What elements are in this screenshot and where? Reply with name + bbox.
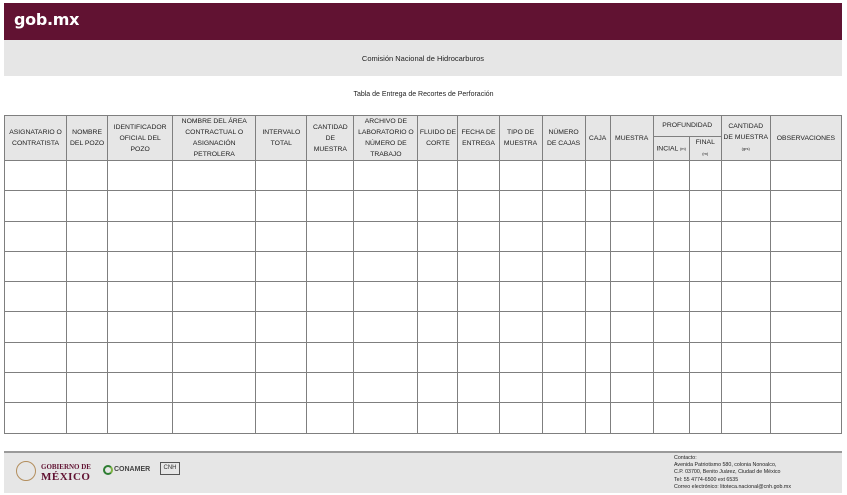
header-asignatario: ASIGNATARIO O CONTRATISTA <box>5 116 67 161</box>
header-caja: CAJA <box>585 116 610 161</box>
table-cell[interactable] <box>689 403 721 433</box>
header-cantidad: CANTIDAD DE MUESTRA <box>307 116 354 161</box>
table-cell[interactable] <box>610 221 653 251</box>
table-cell[interactable] <box>653 161 689 191</box>
table-cell[interactable] <box>653 191 689 221</box>
contact-block <box>674 455 791 491</box>
table-cell[interactable] <box>67 191 108 221</box>
table-cell[interactable] <box>770 373 841 403</box>
table-cell[interactable] <box>721 191 770 221</box>
header-cantidad-muestra-unit: (grs) <box>741 146 750 152</box>
table-cell[interactable] <box>653 312 689 342</box>
table-cell[interactable] <box>499 161 542 191</box>
table-row <box>5 251 842 281</box>
table-cell[interactable] <box>5 312 67 342</box>
table-cell[interactable] <box>173 161 256 191</box>
table-cell[interactable] <box>354 342 418 372</box>
table-cell[interactable] <box>354 403 418 433</box>
header-area-contractual: NOMBRE DEL ÁREA CONTRACTUAL O ASIGNACIÓN PETROLERA <box>173 116 256 161</box>
table-cell[interactable] <box>721 342 770 372</box>
table-row <box>5 221 842 251</box>
table-row <box>5 403 842 433</box>
table-cell[interactable] <box>108 282 173 312</box>
table-cell[interactable] <box>585 312 610 342</box>
table-cell[interactable] <box>307 373 354 403</box>
table-cell[interactable] <box>610 312 653 342</box>
header-numero-cajas: NÚMERO DE CAJAS <box>542 116 585 161</box>
header-fecha: FECHA DE ENTREGA <box>458 116 499 161</box>
table-cell[interactable] <box>5 373 67 403</box>
table-cell[interactable] <box>108 373 173 403</box>
table-cell[interactable] <box>307 312 354 342</box>
table-cell[interactable] <box>499 221 542 251</box>
table-cell[interactable] <box>770 312 841 342</box>
table-cell[interactable] <box>542 251 585 281</box>
header-inicial <box>653 136 689 160</box>
table-cell[interactable] <box>307 221 354 251</box>
table-cell[interactable] <box>689 282 721 312</box>
table-cell[interactable] <box>721 282 770 312</box>
table-cell[interactable] <box>173 251 256 281</box>
table-cell[interactable] <box>5 161 67 191</box>
table-row <box>5 191 842 221</box>
table-cell[interactable] <box>5 342 67 372</box>
table-cell[interactable] <box>418 373 458 403</box>
table-cell[interactable] <box>108 191 173 221</box>
table-cell[interactable] <box>585 221 610 251</box>
header-identificador: IDENTIFICADOR OFICIAL DEL POZO <box>108 116 173 161</box>
table-cell[interactable] <box>108 161 173 191</box>
table-cell[interactable] <box>610 342 653 372</box>
table-cell[interactable] <box>256 282 307 312</box>
table-cell[interactable] <box>67 342 108 372</box>
table-cell[interactable] <box>770 342 841 372</box>
top-bar <box>4 3 842 40</box>
table-cell[interactable] <box>108 403 173 433</box>
table-cell[interactable] <box>721 221 770 251</box>
table-cell[interactable] <box>542 312 585 342</box>
table-cell[interactable] <box>653 282 689 312</box>
table-cell[interactable] <box>770 161 841 191</box>
contact-label: Contacto: <box>674 455 697 461</box>
table-cell[interactable] <box>499 251 542 281</box>
table-cell[interactable] <box>256 251 307 281</box>
table-cell[interactable] <box>585 161 610 191</box>
table-cell[interactable] <box>256 312 307 342</box>
table-cell[interactable] <box>653 373 689 403</box>
table-cell[interactable] <box>458 282 499 312</box>
table-cell[interactable] <box>5 282 67 312</box>
table-cell[interactable] <box>499 342 542 372</box>
table-cell[interactable] <box>689 342 721 372</box>
table-row <box>5 282 842 312</box>
table-cell[interactable] <box>770 282 841 312</box>
agency-name: Comisión Nacional de Hidrocarburos <box>361 54 485 63</box>
table-cell[interactable] <box>173 403 256 433</box>
table-cell[interactable] <box>458 251 499 281</box>
header-final-unit: (m) <box>702 151 709 157</box>
table-row <box>5 373 842 403</box>
table-cell[interactable] <box>173 191 256 221</box>
table-cell[interactable] <box>653 342 689 372</box>
table-cell[interactable] <box>67 403 108 433</box>
header-profundidad: PROFUNDIDAD <box>653 116 721 137</box>
table-cell[interactable] <box>354 221 418 251</box>
table-cell[interactable] <box>108 342 173 372</box>
table-cell[interactable] <box>542 403 585 433</box>
table-cell[interactable] <box>418 161 458 191</box>
header-observaciones: OBSERVACIONES <box>770 116 841 161</box>
table-cell[interactable] <box>585 373 610 403</box>
table-cell[interactable] <box>499 191 542 221</box>
table-cell[interactable] <box>689 312 721 342</box>
table-cell[interactable] <box>458 373 499 403</box>
gobierno-logo-line2: MÉXICO <box>41 471 91 483</box>
table-cell[interactable] <box>67 221 108 251</box>
table-cell[interactable] <box>689 191 721 221</box>
table-cell[interactable] <box>67 251 108 281</box>
table-cell[interactable] <box>354 251 418 281</box>
table-cell[interactable] <box>307 403 354 433</box>
table-cell[interactable] <box>173 221 256 251</box>
table-cell[interactable] <box>256 221 307 251</box>
header-intervalo: INTERVALO TOTAL <box>256 116 307 161</box>
table-cell[interactable] <box>770 221 841 251</box>
table-cell[interactable] <box>585 251 610 281</box>
header-inicial-unit: (m) <box>679 145 686 151</box>
table-cell[interactable] <box>610 373 653 403</box>
table-cell[interactable] <box>173 373 256 403</box>
header-cantidad-muestra-label: CANTIDAD DE MUESTRA <box>723 123 769 142</box>
header-inicial-label: INCIAL <box>656 145 679 153</box>
header-nombre-pozo: NOMBRE DEL POZO <box>67 116 108 161</box>
seal-icon <box>16 461 36 481</box>
table-cell[interactable] <box>499 312 542 342</box>
table-cell[interactable] <box>721 312 770 342</box>
table-cell[interactable] <box>458 342 499 372</box>
table-cell[interactable] <box>108 312 173 342</box>
table-cell[interactable] <box>610 282 653 312</box>
table-cell[interactable] <box>256 342 307 372</box>
contact-address-line2: C.P. 03700, Benito Juárez, Ciudad de México <box>674 469 781 476</box>
table-cell[interactable] <box>721 251 770 281</box>
table-cell[interactable] <box>5 403 67 433</box>
table-cell[interactable] <box>354 312 418 342</box>
table-cell[interactable] <box>689 373 721 403</box>
conamer-icon <box>103 465 113 475</box>
table-cell[interactable] <box>653 251 689 281</box>
table-row <box>5 342 842 372</box>
gob-mx-logo[interactable]: gob.mx <box>14 10 80 29</box>
table-cell[interactable] <box>770 403 841 433</box>
table-cell[interactable] <box>418 342 458 372</box>
table-cell[interactable] <box>67 373 108 403</box>
delivery-table <box>4 115 842 434</box>
table-cell[interactable] <box>653 403 689 433</box>
header-final <box>689 136 721 160</box>
table-cell[interactable] <box>542 221 585 251</box>
table-cell[interactable] <box>307 251 354 281</box>
table-cell[interactable] <box>458 312 499 342</box>
table-cell[interactable] <box>499 373 542 403</box>
table-cell[interactable] <box>585 403 610 433</box>
table-cell[interactable] <box>418 312 458 342</box>
table-cell[interactable] <box>173 312 256 342</box>
gobierno-logo-line1: GOBIERNO DE <box>41 463 91 471</box>
table-cell[interactable] <box>585 282 610 312</box>
table-cell[interactable] <box>418 282 458 312</box>
table-cell[interactable] <box>256 403 307 433</box>
conamer-logo-text: CONAMER <box>114 466 151 473</box>
table-cell[interactable] <box>458 221 499 251</box>
table-cell[interactable] <box>458 161 499 191</box>
table-cell[interactable] <box>307 191 354 221</box>
table-cell[interactable] <box>770 191 841 221</box>
table-cell[interactable] <box>585 342 610 372</box>
table-cell[interactable] <box>721 403 770 433</box>
table-cell[interactable] <box>256 191 307 221</box>
table-cell[interactable] <box>173 342 256 372</box>
table-cell[interactable] <box>610 403 653 433</box>
table-cell[interactable] <box>418 403 458 433</box>
table-cell[interactable] <box>653 221 689 251</box>
table-cell[interactable] <box>108 251 173 281</box>
table-cell[interactable] <box>256 161 307 191</box>
table-cell[interactable] <box>689 221 721 251</box>
table-body <box>5 161 842 434</box>
agency-banner <box>4 40 842 76</box>
footer <box>4 451 842 493</box>
table-cell[interactable] <box>418 251 458 281</box>
table-cell[interactable] <box>5 191 67 221</box>
contact-email[interactable]: Correo electrónico: litoteca.nacional@cnh.gob.mx <box>674 483 791 490</box>
table-cell[interactable] <box>610 191 653 221</box>
table-cell[interactable] <box>542 282 585 312</box>
table-cell[interactable] <box>610 161 653 191</box>
table-cell[interactable] <box>256 373 307 403</box>
table-cell[interactable] <box>307 161 354 191</box>
table-cell[interactable] <box>173 282 256 312</box>
table-cell[interactable] <box>67 161 108 191</box>
table-cell[interactable] <box>770 251 841 281</box>
table-cell[interactable] <box>689 251 721 281</box>
table-cell[interactable] <box>307 282 354 312</box>
table-cell[interactable] <box>5 251 67 281</box>
table-row <box>5 312 842 342</box>
table-cell[interactable] <box>418 221 458 251</box>
table-cell[interactable] <box>542 191 585 221</box>
table-cell[interactable] <box>354 161 418 191</box>
header-cantidad-muestra <box>721 116 770 161</box>
table-cell[interactable] <box>610 251 653 281</box>
table-cell[interactable] <box>542 342 585 372</box>
contact-phone: Tel: 55 4774-6500 ext 6535 <box>674 476 739 483</box>
header-muestra: MUESTRA <box>610 116 653 161</box>
header-archivo: ARCHIVO DE LABORATORIO O NÚMERO DE TRABAJO <box>354 116 418 161</box>
table-cell[interactable] <box>542 161 585 191</box>
table-cell[interactable] <box>721 161 770 191</box>
table-cell[interactable] <box>721 373 770 403</box>
cnh-logo: CNH <box>160 462 180 475</box>
table-cell[interactable] <box>499 282 542 312</box>
table-cell[interactable] <box>5 221 67 251</box>
table-cell[interactable] <box>354 282 418 312</box>
header-final-label: FINAL <box>695 139 715 147</box>
table-cell[interactable] <box>689 161 721 191</box>
table-cell[interactable] <box>542 373 585 403</box>
table-cell[interactable] <box>307 342 354 372</box>
table-cell[interactable] <box>458 403 499 433</box>
table-cell[interactable] <box>354 191 418 221</box>
table-title: Tabla de Entrega de Recortes de Perforación <box>353 91 494 98</box>
table-cell[interactable] <box>108 221 173 251</box>
contact-address-line1: Avenida Patriotismo 580, colonia Nonoalco, <box>674 462 777 469</box>
header-tipo: TIPO DE MUESTRA <box>499 116 542 161</box>
header-fluido: FLUIDO DE CORTE <box>418 116 458 161</box>
table-cell[interactable] <box>585 191 610 221</box>
table-cell[interactable] <box>418 191 458 221</box>
table-cell[interactable] <box>499 403 542 433</box>
table-cell[interactable] <box>67 282 108 312</box>
table-cell[interactable] <box>458 191 499 221</box>
table-cell[interactable] <box>354 373 418 403</box>
table-cell[interactable] <box>67 312 108 342</box>
table-row <box>5 161 842 191</box>
